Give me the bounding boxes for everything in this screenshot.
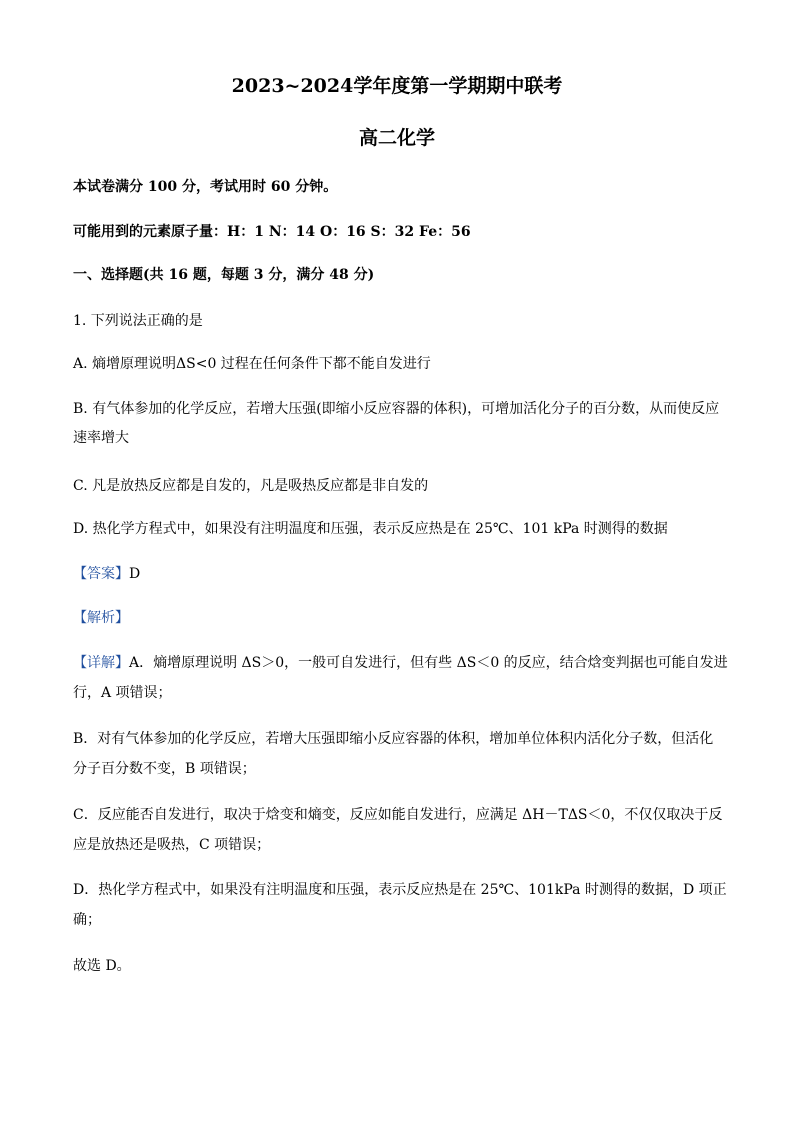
exam-title: 2023~2024学年度第一学期期中联考 [231,75,563,97]
detail-c-line2: 应是放热还是吸热，C 项错误； [73,837,271,853]
atomic-masses: 可能用到的元素原子量：H：1 N：14 O：16 S：32 Fe：56 [73,224,471,240]
detail-label: 【详解】 [73,655,129,671]
analysis-label: 【解析】 [73,610,129,626]
detail-b-line1: B．对有气体参加的化学反应，若增大压强即缩小反应容器的体积，增加单位体积内活化分子数，但活化 [73,731,714,747]
option-b-line1: B. 有气体参加的化学反应，若增大压强(即缩小反应容器的体积)，可增加活化分子的百分数，从而使反应 [73,401,720,417]
exam-note: 本试卷满分 100 分，考试用时 60 分钟。 [73,179,338,195]
detail-a-line1 [73,653,728,673]
option-b-line2: 速率增大 [73,430,129,446]
option-c: C. 凡是放热反应都是自发的，凡是吸热反应都是非自发的 [73,478,429,494]
subject-title: 高二化学 [358,127,435,149]
detail-c-line1: C．反应能否自发进行，取决于焓变和熵变，反应如能自发进行，应满足 ΔH－TΔS＜0，不仅仅取决于反 [73,807,723,823]
detail-b-line2: 分子百分数不变，B 项错误； [73,761,256,777]
detail-d-line1: D．热化学方程式中，如果没有注明温度和压强，表示反应热是在 25℃、101kPa 时测得的数据，D 项正 [73,882,727,898]
detail-d-line2: 确； [73,912,101,928]
answer-line [73,564,140,584]
answer-value: D [129,566,141,582]
option-a: A. 熵增原理说明ΔS<0 过程在任何条件下都不能自发进行 [73,356,431,372]
detail-a-text: A．熵增原理说明 ΔS＞0，一般可自发进行，但有些 ΔS＜0 的反应，结合焓变判据也可能自发进 [129,655,728,671]
option-d: D. 热化学方程式中，如果没有注明温度和压强，表示反应热是在 25℃、101 kPa 时测得的数据 [73,521,668,537]
section-heading: 一、选择题(共 16 题，每题 3 分，满分 48 分) [73,267,375,283]
conclusion: 故选 D。 [73,958,131,974]
question-stem: 1. 下列说法正确的是 [73,313,203,329]
answer-label: 【答案】 [73,566,129,582]
detail-a-line2: 行，A 项错误； [73,685,172,701]
